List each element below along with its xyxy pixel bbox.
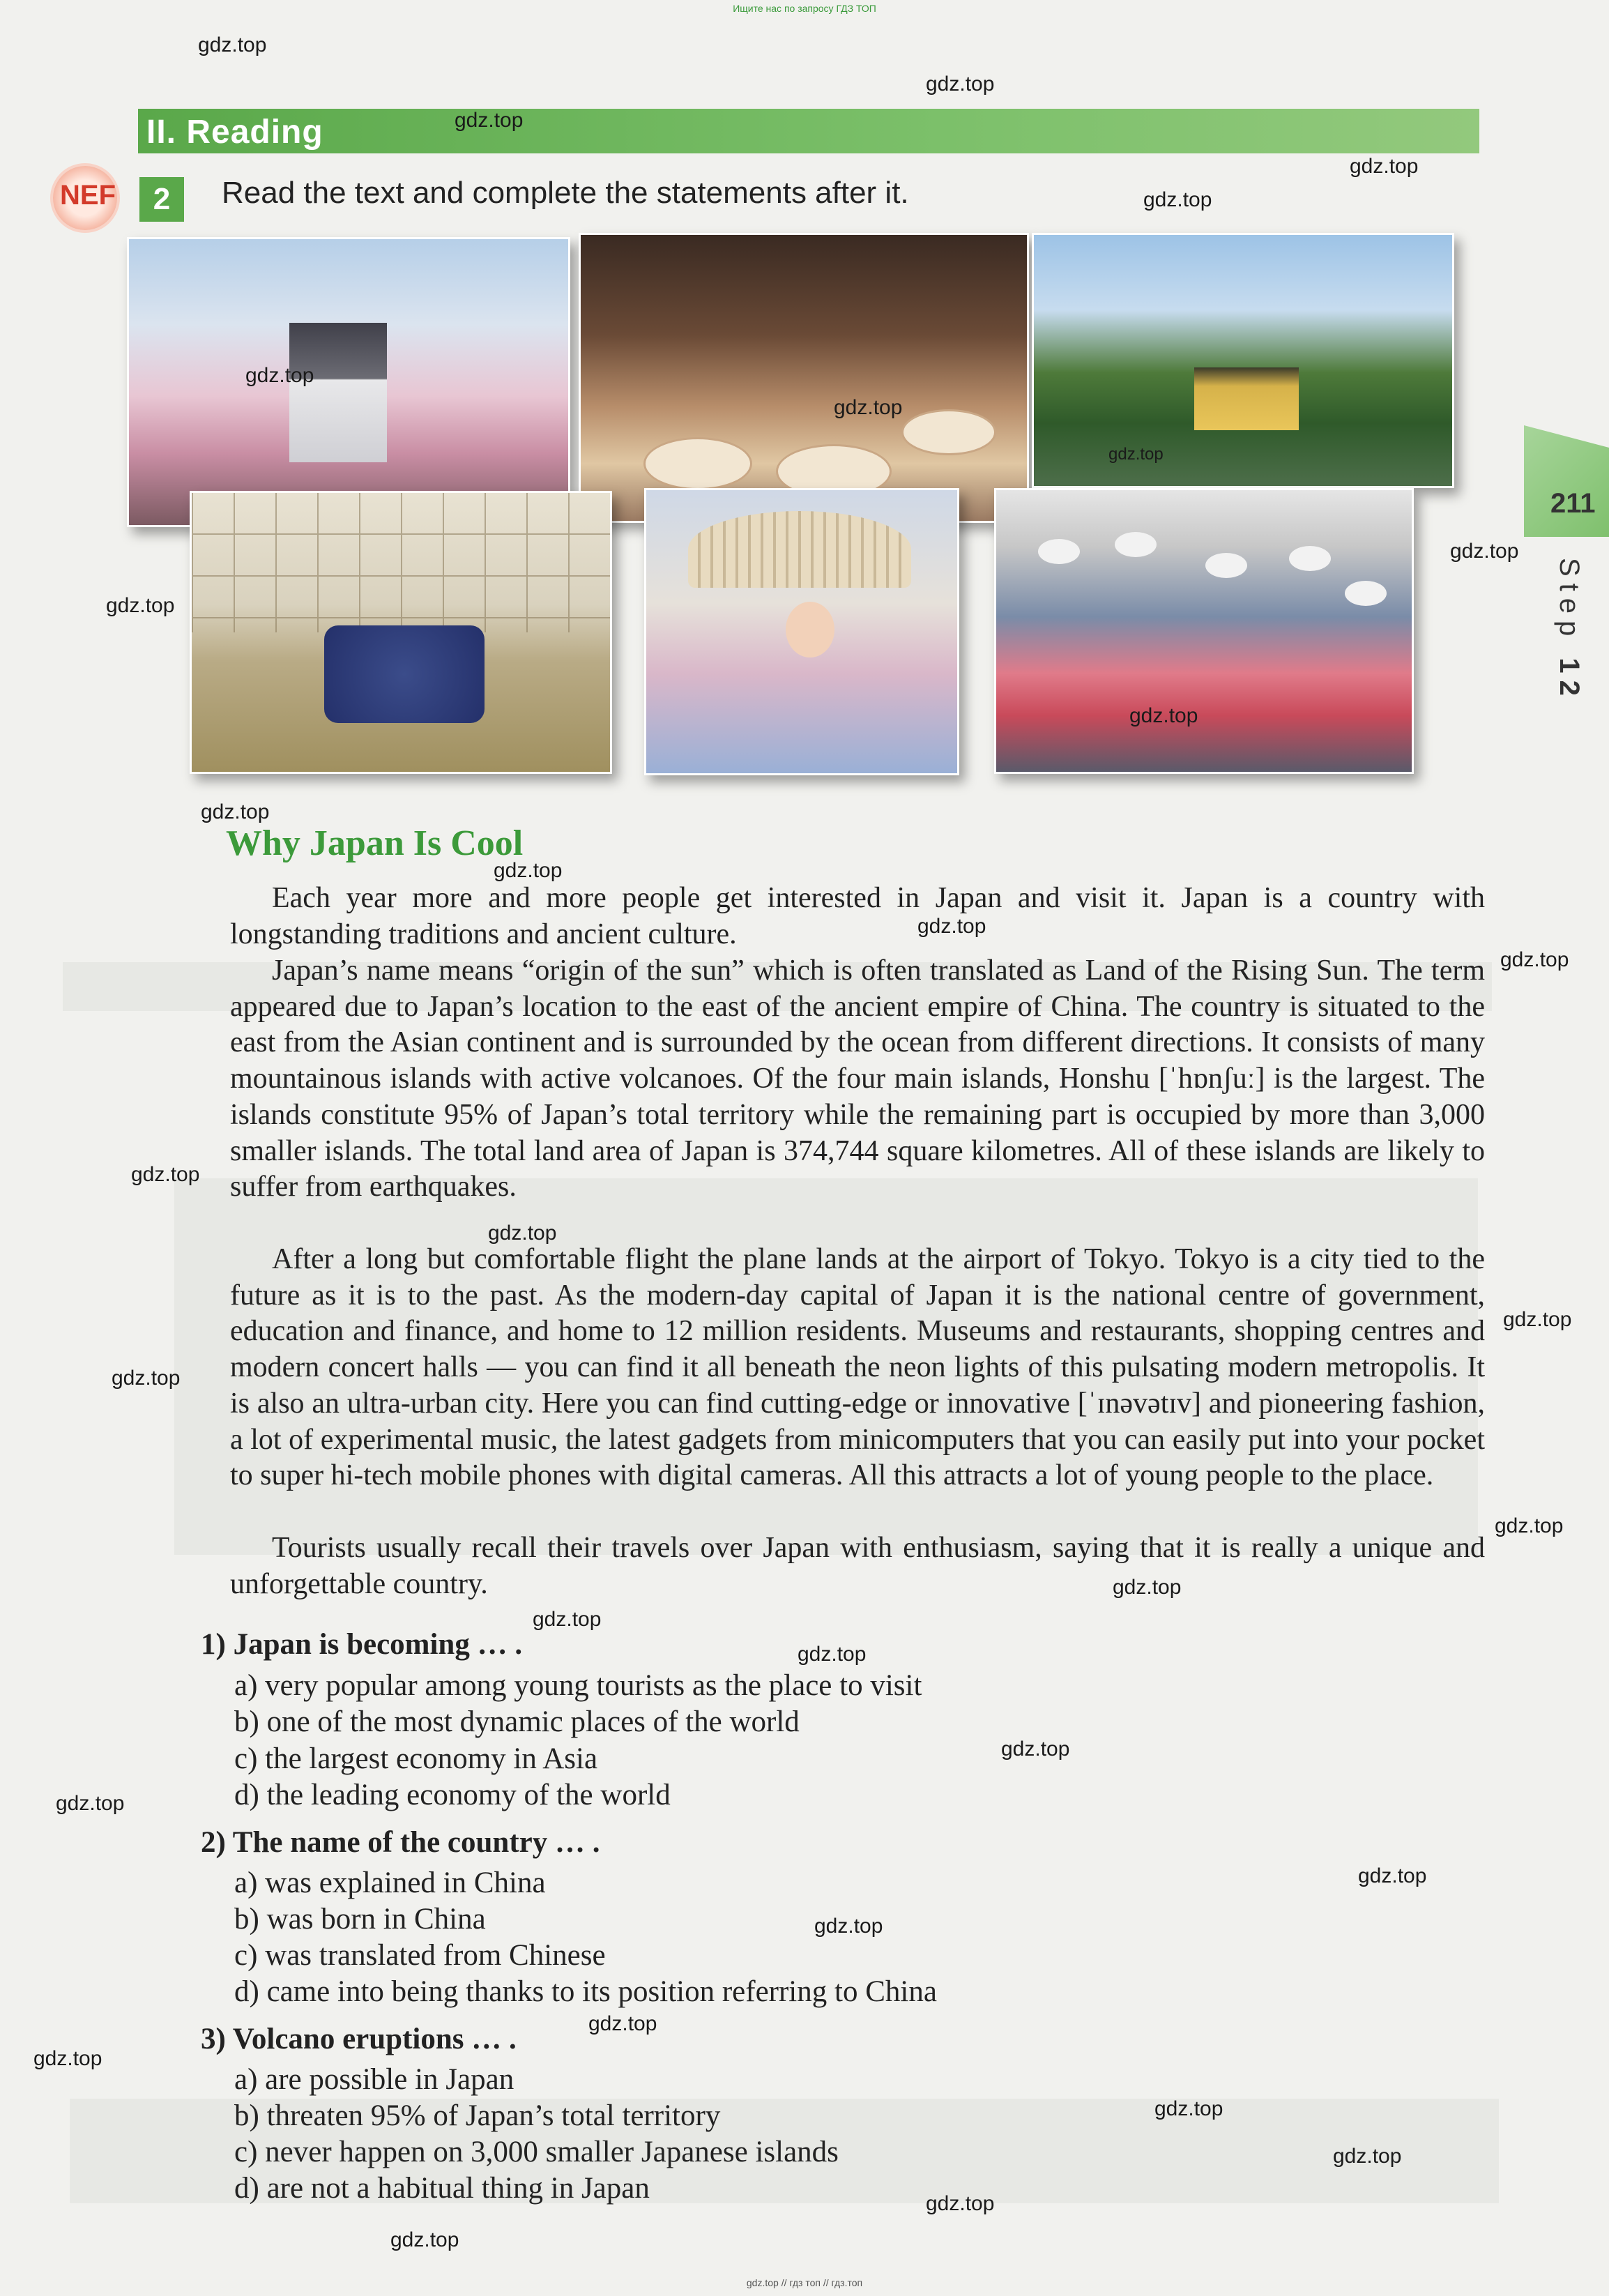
answer-option: a) are possible in Japan [234,2063,514,2096]
watermark: gdz.top [917,915,986,938]
watermark: gdz.top [198,33,267,56]
watermark: gdz.top [245,364,314,387]
answer-option: d) are not a habitual thing in Japan [234,2172,650,2205]
nef-badge-icon: NEF [53,166,117,230]
watermark: gdz.top [798,1643,867,1666]
article-paragraph: Japan’s name means “origin of the sun” which is often translated as Land of the Rising Sun. The term appeared due to Japan’s location to the east of the ancient empire of China. The country is situated to the east from the Asian continent and is surrounded by the ocean from different directions. It consists of many mountainous islands with active volcanoes. Of the four main islands, Honshu [ˈhɒnʃuː] is the largest. The islands constitute 95% of Japan’s total territory while the remaining part is occupied by more than 3,000 smaller islands. The total land area of Japan is 374,744 square kilometres. All of these islands are likely to suffer from earthquakes. [230,955,1485,1203]
watermark: gdz.top [106,594,175,617]
watermark: gdz.top [494,859,563,882]
watermark: gdz.top [588,2012,657,2035]
watermark: gdz.top [1129,704,1198,727]
watermark: gdz.top [1143,188,1212,211]
watermark: gdz.top [1154,2097,1223,2120]
page-number: 211 [1550,488,1596,519]
article-paragraph: Tourists usually recall their travels over Japan with enthusiasm, saying that it is really a unique and unforgettable country. [230,1532,1485,1600]
watermark: gdz.top [1503,1308,1572,1331]
article-title: Why Japan Is Cool [226,823,524,863]
watermark: gdz.top [1500,948,1569,971]
section-title: II. Reading [146,114,323,151]
watermark: gdz.top [201,800,270,823]
watermark: gdz.top [33,2047,102,2070]
watermark: gdz.top [488,1222,557,1245]
question-stem: 2) The name of the country … . [201,1826,600,1859]
answer-option: b) one of the most dynamic places of the world [234,1705,800,1738]
watermark: gdz.top [1358,1864,1427,1887]
photo-schoolchildren [994,488,1414,774]
answer-option: c) never happen on 3,000 smaller Japanese islands [234,2136,839,2168]
task-number: 2 [139,177,184,222]
section-header [138,109,1479,153]
photo-sushi-restaurant [579,233,1029,523]
watermark: gdz.top [112,1367,181,1390]
watermark: gdz.top [533,1608,602,1631]
watermark: gdz.top [455,109,524,132]
watermark: gdz.top [1113,1576,1182,1599]
photo-girl-with-parasol [644,488,959,775]
answer-option: c) the largest economy in Asia [234,1742,598,1775]
photo-golden-pavilion [1032,233,1454,488]
watermark: gdz.top [56,1792,125,1815]
top-note: Ищите нас по запросу ГДЗ ТОП [733,3,876,14]
answer-option: b) was born in China [234,1903,486,1936]
watermark: gdz.top [1495,1514,1564,1537]
watermark: gdz.top [1350,155,1419,178]
watermark: gdz.top [926,73,995,96]
watermark: gdz.top [834,396,903,419]
question-stem: 3) Volcano eruptions … . [201,2023,517,2055]
watermark: gdz.top [1333,2145,1402,2168]
watermark: gdz.top [1001,1738,1070,1761]
answer-option: c) was translated from Chinese [234,1939,606,1972]
watermark: gdz.top [1450,540,1519,563]
answer-option: b) threaten 95% of Japan’s total territory [234,2099,721,2132]
photo-castle-cherry-blossom [127,237,570,527]
answer-option: a) very popular among young tourists as the place to visit [234,1669,922,1702]
answer-option: d) the leading economy of the world [234,1779,671,1811]
article-paragraph: Each year more and more people get interested in Japan and visit it. Japan is a country with longstanding traditions and ancient culture. [230,882,1485,950]
article-paragraph: After a long but comfortable flight the plane lands at the airport of Tokyo. Tokyo is a city tied to the future as it is to the past. As the modern-day capital of Japan it is the national centre of government, education and finance, and home to 12 million residents. Museums and restaurants, shopping centres and modern concert halls — you can find it all beneath the neon lights of this pulsating modern metropolis. It is also an ultra-urban city. Here you can find cutting-edge or innovative [ˈɪnəvətɪv] and pioneering fashion, a lot of experimental music, the latest gadgets from minicomputers that you can easily put into your pocket to super hi-tech mobile phones with digital cameras. All this attracts a lot of young people to the place. [230,1243,1485,1492]
watermark: gdz.top [390,2228,459,2251]
bottom-note: gdz.top // гдз топ // гдз.топ [746,2277,863,2288]
side-tab [1524,425,1609,537]
task-instruction: Read the text and complete the statements after it. [222,176,909,210]
watermark: gdz.top [1108,445,1164,464]
answer-option: a) was explained in China [234,1867,546,1899]
question-stem: 1) Japan is becoming … . [201,1628,523,1661]
answer-option: d) came into being thanks to its position referring to China [234,1975,937,2008]
photo-tatami-room [190,491,612,774]
step-label: Step 12 [1554,558,1585,703]
watermark: gdz.top [131,1163,200,1186]
watermark: gdz.top [926,2192,995,2215]
watermark: gdz.top [814,1915,883,1938]
